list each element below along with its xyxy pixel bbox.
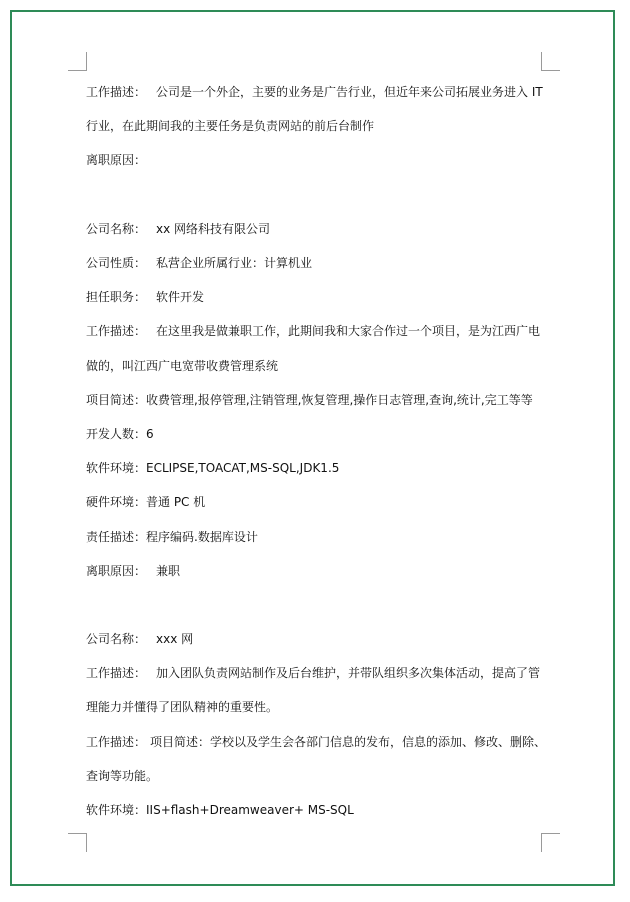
company-name-line: 公司名称： xx 网络科技有限公司 [86, 221, 271, 236]
position-line: 担任职务： 软件开发 [86, 290, 205, 305]
software-env-line: 软件环境：IIS+flash+Dreamweaver+ MS-SQL [86, 803, 354, 818]
margin-mark-bottom-left [68, 833, 87, 852]
work-desc-line: 工作描述： 项目简述：学校以及学生会各部门信息的发布，信息的添加、修改、删除、 [86, 734, 546, 749]
leave-reason-line: 离职原因： [86, 153, 147, 168]
work-desc-line: 工作描述： 公司是一个外企，主要的业务是广告行业，但近年来公司拓展业务进入 IT [86, 85, 543, 100]
section-gap [86, 588, 546, 622]
company-name-line: 公司名称： xxx 网 [86, 632, 194, 647]
work-desc-continuation: 理能力并懂得了团队精神的重要性。 [86, 700, 279, 715]
work-desc-continuation: 行业，在此期间我的主要任务是负责网站的前后台制作 [86, 119, 375, 134]
margin-mark-top-left [68, 52, 87, 71]
hardware-env-line: 硬件环境：普通 PC 机 [86, 495, 206, 510]
margin-mark-bottom-right [541, 833, 560, 852]
project-summary-line: 项目简述：收费管理,报停管理,注销管理,恢复管理,操作日志管理,查询,统计,完工等等 [86, 392, 533, 407]
work-desc-continuation: 做的，叫江西广电宽带收费管理系统 [86, 358, 279, 373]
margin-mark-top-right [541, 52, 560, 71]
responsibility-line: 责任描述：程序编码.数据库设计 [86, 529, 258, 544]
document-body [86, 75, 546, 827]
work-desc-line: 工作描述： 加入团队负责网站制作及后台维护，并带队组织多次集体活动，提高了管 [86, 666, 541, 681]
section-gap [86, 178, 546, 212]
developers-line: 开发人数：6 [86, 426, 154, 441]
work-desc-continuation: 查询等功能。 [86, 768, 159, 783]
leave-reason-line: 离职原因： 兼职 [86, 563, 181, 578]
software-env-line: 软件环境：ECLIPSE,TOACAT,MS-SQL,JDK1.5 [86, 461, 340, 476]
company-type-line: 公司性质： 私营企业所属行业：计算机业 [86, 256, 313, 271]
work-desc-line: 工作描述： 在这里我是做兼职工作，此期间我和大家合作过一个项目，是为江西广电 [86, 324, 541, 339]
